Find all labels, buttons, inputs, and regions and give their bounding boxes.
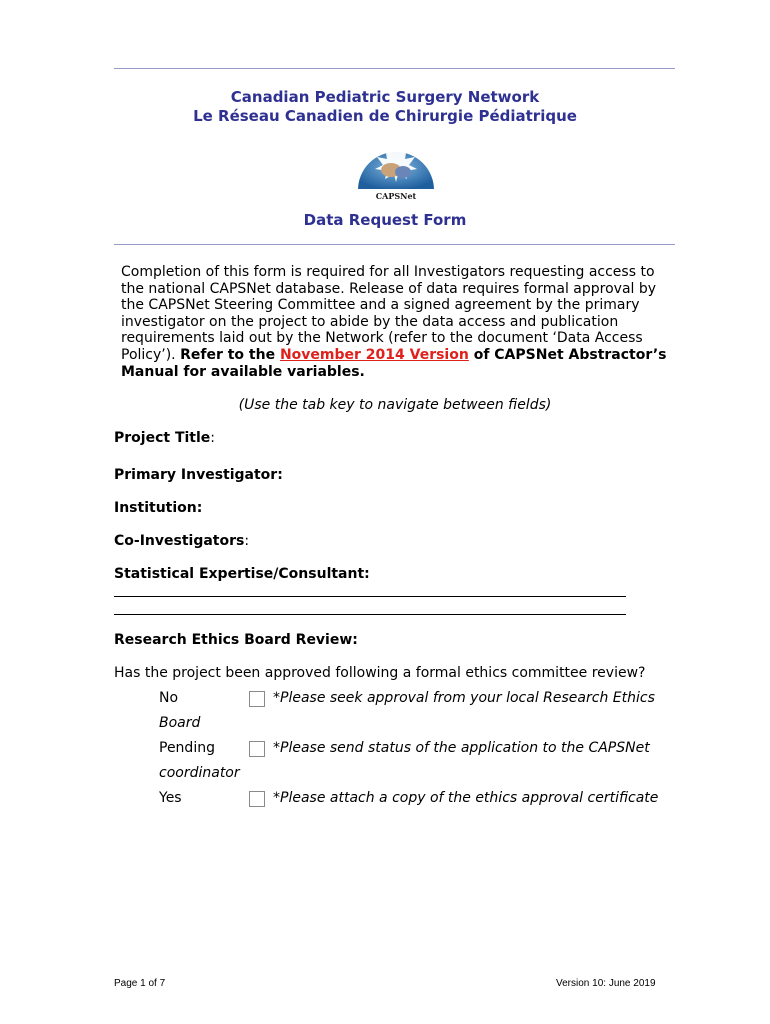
- reb-heading: Research Ethics Board Review:: [114, 632, 358, 648]
- capsnet-logo: [355, 132, 437, 204]
- statistical-consultant-label: Statistical Expertise/Consultant:: [114, 566, 370, 582]
- reb-question: Has the project been approved following a formal ethics committee review?: [114, 665, 646, 681]
- institution-label: Institution:: [114, 500, 203, 516]
- top-rule: [114, 68, 675, 69]
- intro-paragraph: [121, 264, 681, 380]
- option-pending-note: *Please send status of the application to the CAPSNet: [273, 740, 650, 756]
- primary-investigator-label: Primary Investigator:: [114, 467, 283, 483]
- title-french: Le Réseau Canadien de Chirurgie Pédiatrique: [193, 107, 577, 125]
- option-pending-label: Pending: [159, 740, 215, 756]
- form-title: Data Request Form: [303, 211, 467, 229]
- statistical-field-line-1[interactable]: [114, 596, 626, 597]
- intro-text: Completion of this form is required for all Investigators requesting access to the national CAPSNet database. Release of data requires formal approval by the CAPSNet Steering Committee and a signed agreement by the primary investigator on the project to abide by the data access and publication requirements laid out by the Network (refer to the document ‘Data Access Policy’).: [121, 264, 657, 363]
- abstractor-manual-link[interactable]: November 2014 Version: [279, 346, 469, 363]
- option-no-checkbox[interactable]: [249, 691, 265, 707]
- logo-text: CAPSNet: [375, 191, 417, 201]
- title-english: Canadian Pediatric Surgery Network: [230, 88, 540, 106]
- intro-bold-prefix: Refer to the: [180, 346, 280, 363]
- option-yes-checkbox[interactable]: [249, 791, 265, 807]
- option-yes-label: Yes: [159, 790, 182, 806]
- option-pending-checkbox[interactable]: [249, 741, 265, 757]
- page-number: Page 1 of 7: [114, 978, 166, 989]
- option-pending-note-cont: coordinator: [159, 765, 240, 781]
- navigation-hint: (Use the tab key to navigate between fields): [238, 397, 552, 413]
- project-title-label: Project Title:: [114, 430, 215, 446]
- statistical-field-line-2[interactable]: [114, 614, 626, 615]
- option-no-label: No: [159, 690, 179, 706]
- form-title-rule: [114, 244, 675, 245]
- intro-bold-suffix: of CAPSNet Abstractor’s Manual for available variables.: [121, 346, 667, 380]
- co-investigators-label: Co-Investigators:: [114, 533, 250, 549]
- option-no-note: *Please seek approval from your local Research Ethics: [273, 690, 655, 706]
- option-no-note-cont: Board: [159, 715, 201, 731]
- version-label: Version 10: June 2019: [556, 978, 656, 989]
- option-yes-note: *Please attach a copy of the ethics approval certificate: [273, 790, 659, 806]
